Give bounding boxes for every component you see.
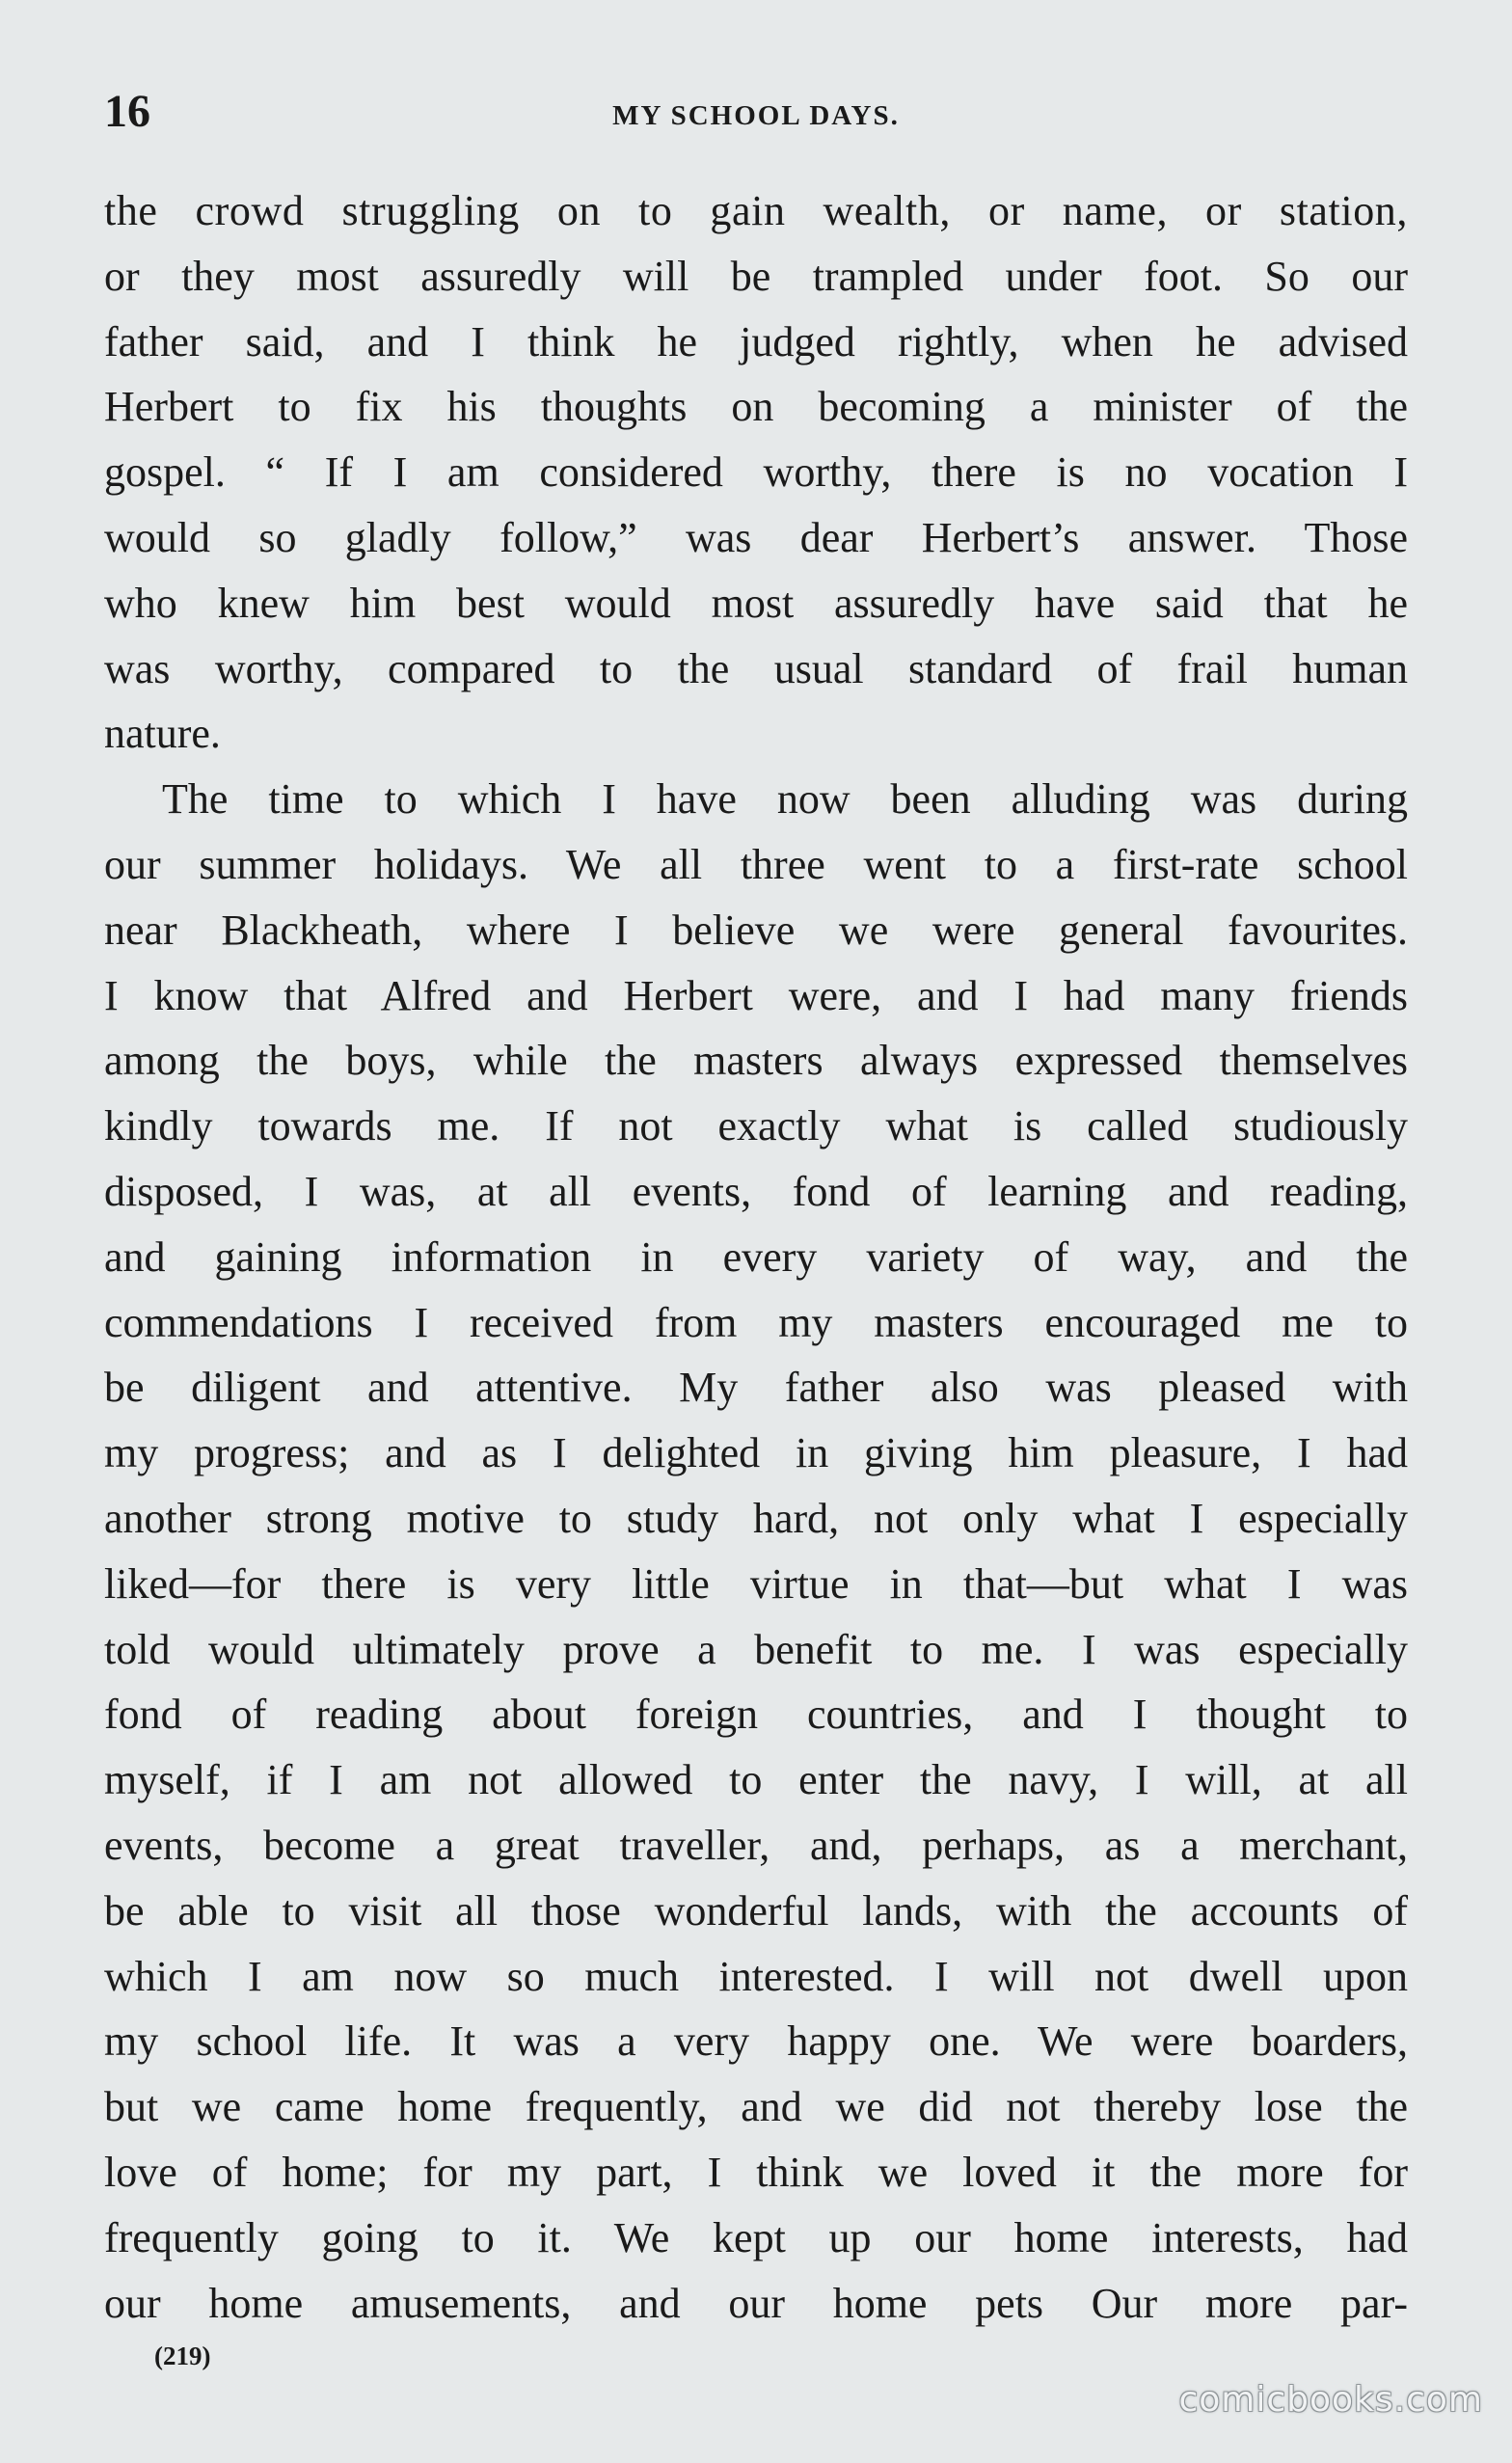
text-line: commendations I received from my masters encouraged me to	[104, 1298, 1408, 1346]
text-line: I know that Alfred and Herbert were, and I had many friends	[104, 971, 1408, 1019]
text-line: love of home; for my part, I think we loved it the more for	[104, 2148, 1408, 2196]
running-head: MY SCHOOL DAYS.	[612, 100, 900, 131]
text-line: events, become a great traveller, and, perhaps, as a merchant,	[104, 1821, 1408, 1869]
text-line: our home amusements, and our home pets Our more par-	[104, 2279, 1408, 2327]
text-line: near Blackheath, where I believe we were general favourites.	[104, 906, 1408, 954]
body-text	[104, 178, 1408, 2336]
text-line: kindly towards me. If not exactly what is called studiously	[104, 1102, 1408, 1150]
text-line: fond of reading about foreign countries, and I thought to	[104, 1691, 1408, 1739]
text-line: father said, and I think he judged rightly, when he advised	[104, 317, 1408, 365]
watermark: comicbooks.com	[1178, 2380, 1483, 2420]
printer-signature: (219)	[154, 2341, 211, 2370]
text-line: Herbert to fix his thoughts on becoming a minister of the	[104, 383, 1408, 431]
text-line: but we came home frequently, and we did not thereby lose the	[104, 2083, 1408, 2131]
text-line: be diligent and attentive. My father also was pleased with	[104, 1364, 1408, 1412]
text-line: my progress; and as I delighted in giving him pleasure, I had	[104, 1429, 1408, 1477]
text-line: myself, if I am not allowed to enter the navy, I will, at all	[104, 1756, 1408, 1804]
page-header	[104, 85, 1408, 143]
text-line: disposed, I was, at all events, fond of learning and reading,	[104, 1167, 1408, 1215]
paragraph-end-line: nature.	[104, 710, 221, 758]
page-number: 16	[104, 86, 150, 137]
text-line: frequently going to it. We kept up our home interests, had	[104, 2213, 1408, 2261]
text-line: our summer holidays. We all three went to a first-rate school	[104, 840, 1408, 888]
text-line: would so gladly follow,” was dear Herbert’s answer. Those	[104, 513, 1408, 561]
text-line: gospel. “ If I am considered worthy, there is no vocation I	[104, 448, 1408, 497]
text-line: among the boys, while the masters always expressed themselves	[104, 1037, 1408, 1085]
paragraph-start-line: The time to which I have now been alluding was during	[162, 775, 1408, 824]
text-line: and gaining information in every variety of way, and the	[104, 1232, 1408, 1281]
text-line: which I am now so much interested. I will not dwell upon	[104, 1952, 1408, 2000]
text-line: another strong motive to study hard, not only what I especially	[104, 1494, 1408, 1542]
text-line: was worthy, compared to the usual standard of frail human	[104, 644, 1408, 692]
text-line: be able to visit all those wonderful lands, with the accounts of	[104, 1886, 1408, 1935]
text-line: liked—for there is very little virtue in that—but what I was	[104, 1559, 1408, 1608]
text-line: told would ultimately prove a benefit to me. I was especially	[104, 1625, 1408, 1673]
text-line: my school life. It was a very happy one. We were boarders,	[104, 2017, 1408, 2066]
text-line: or they most assuredly will be trampled under foot. So our	[104, 252, 1408, 300]
text-line: who knew him best would most assuredly have said that he	[104, 579, 1408, 627]
text-line: the crowd struggling on to gain wealth, or name, or station,	[104, 187, 1408, 234]
